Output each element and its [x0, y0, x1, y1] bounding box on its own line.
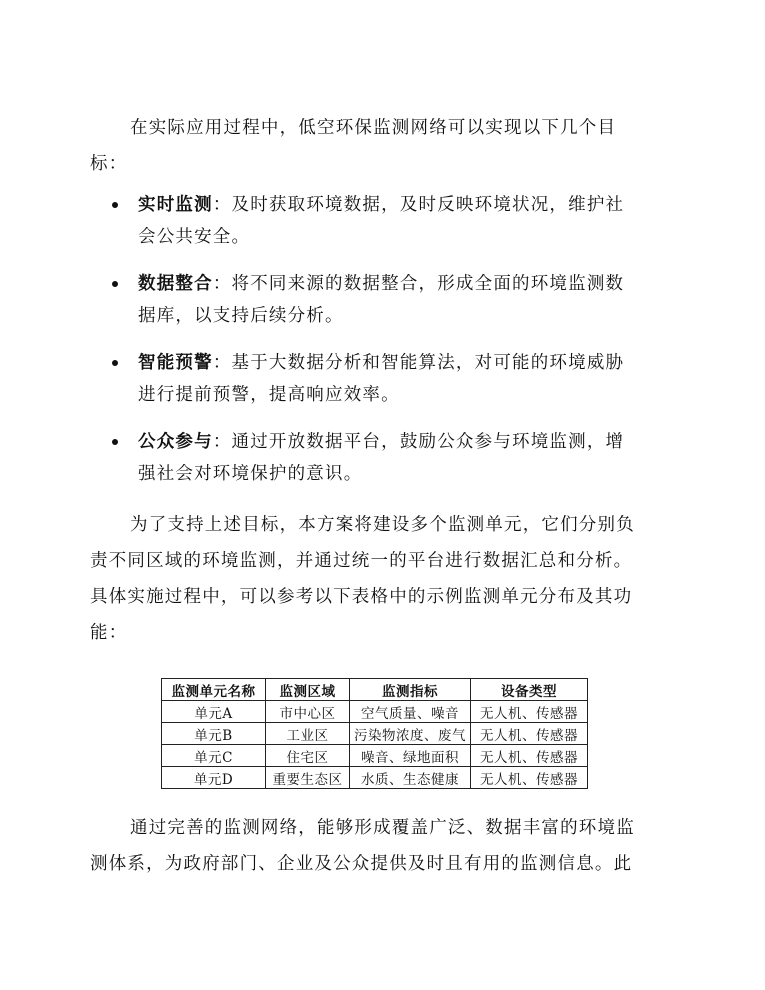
table-cell: 工业区: [266, 723, 350, 745]
bullet-text: 及时获取环境数据，及时反映环境状况，维护社: [231, 195, 625, 215]
table-header-cell: 监测区域: [266, 679, 350, 701]
bullet-text: 通过开放数据平台，鼓励公众参与环境监测，增: [231, 432, 625, 452]
table-row: [162, 701, 588, 723]
table-cell: 重要生态区: [266, 767, 350, 789]
monitoring-units-table: [161, 678, 588, 789]
bullet-term: 公众参与: [138, 432, 213, 452]
closing-line-2: 测体系，为政府部门、企业及公众提供及时且有用的监测信息。此: [90, 854, 633, 874]
table-cell: 住宅区: [266, 745, 350, 767]
bullet-term: 数据整合: [138, 274, 213, 294]
table-cell: 市中心区: [266, 701, 350, 723]
table-header-cell: 监测单元名称: [162, 679, 266, 701]
closing-line-1: 通过完善的监测网络，能够形成覆盖广泛、数据丰富的环境监: [130, 818, 635, 838]
table-cell: 单元D: [162, 767, 266, 789]
bullet-text: 基于大数据分析和智能算法，对可能的环境威胁: [231, 353, 625, 373]
table-cell: 噪音、绿地面积: [350, 745, 471, 767]
bullet-text-cont: 进行提前预警，提高响应效率。: [138, 385, 400, 405]
intro-paragraph: [90, 110, 680, 182]
bullet-term: 智能预警: [138, 353, 213, 373]
intro-line-1: 在实际应用过程中，低空环保监测网络可以实现以下几个目: [130, 118, 617, 138]
table-row: [162, 745, 588, 767]
bullet-text-cont: 会公共安全。: [138, 227, 251, 247]
table-row: [162, 723, 588, 745]
bullet-term: 实时监测: [138, 195, 213, 215]
middle-line-3: 具体实施过程中，可以参考以下表格中的示例监测单元分布及其功: [90, 587, 633, 607]
bullet-item-public: [112, 426, 672, 490]
table-cell: 无人机、传感器: [471, 767, 588, 789]
bullet-text-cont: 强社会对环境保护的意识。: [138, 464, 363, 484]
table-cell: 无人机、传感器: [471, 723, 588, 745]
bullet-dot-icon: [112, 202, 118, 208]
middle-paragraph: [90, 507, 680, 651]
table-cell: 单元A: [162, 701, 266, 723]
table-row: [162, 767, 588, 789]
bullet-dot-icon: [112, 439, 118, 445]
middle-line-1: 为了支持上述目标，本方案将建设多个监测单元，它们分别负: [130, 515, 635, 535]
bullet-item-warning: [112, 347, 672, 411]
table-cell: 空气质量、噪音: [350, 701, 471, 723]
bullet-dot-icon: [112, 281, 118, 287]
bullet-dot-icon: [112, 360, 118, 366]
bullet-sep: ：: [212, 195, 232, 215]
middle-line-4: 能：: [90, 623, 128, 643]
middle-line-2: 责不同区域的环境监测，并通过统一的平台进行数据汇总和分析。: [90, 551, 633, 571]
intro-line-2: 标：: [90, 154, 128, 174]
bullet-text: 将不同来源的数据整合，形成全面的环境监测数: [231, 274, 625, 294]
table-cell: 无人机、传感器: [471, 701, 588, 723]
table-cell: 单元B: [162, 723, 266, 745]
table-cell: 无人机、传感器: [471, 745, 588, 767]
bullet-text-cont: 据库，以支持后续分析。: [138, 306, 344, 326]
table-cell: 污染物浓度、废气: [350, 723, 471, 745]
bullet-sep: ：: [212, 353, 232, 373]
bullet-item-integration: [112, 268, 672, 332]
bullet-item-realtime: [112, 189, 672, 253]
table-cell: 单元C: [162, 745, 266, 767]
table-header-cell: 设备类型: [471, 679, 588, 701]
table-header-cell: 监测指标: [350, 679, 471, 701]
table-cell: 水质、生态健康: [350, 767, 471, 789]
bullet-sep: ：: [212, 432, 232, 452]
bullet-sep: ：: [212, 274, 232, 294]
table-header-row: [162, 679, 588, 701]
closing-paragraph: [90, 810, 680, 882]
